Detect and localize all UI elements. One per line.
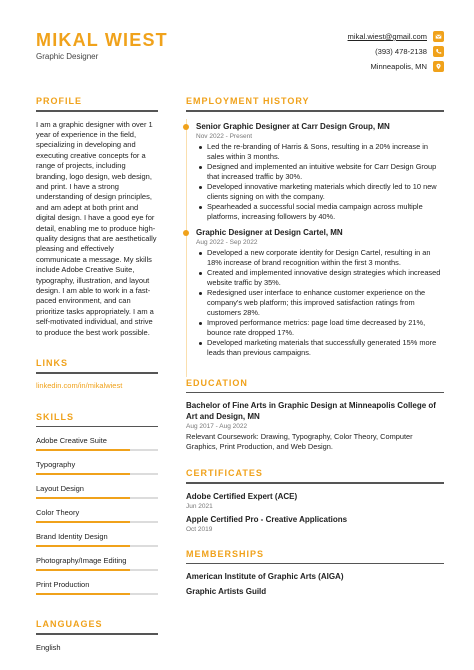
membership-item: Graphic Artists Guild bbox=[186, 587, 267, 596]
skill-level-fill bbox=[36, 569, 130, 571]
memberships-heading: MEMBERSHIPS bbox=[186, 548, 265, 559]
phone-text: (393) 478-2138 bbox=[375, 47, 427, 56]
languages-heading: LANGUAGES bbox=[36, 619, 103, 630]
job-bullet: Led the re-branding of Harris & Sons, resulting in a 20% increase in sales within 3 months. bbox=[196, 142, 444, 162]
skill-level-fill bbox=[36, 473, 130, 475]
skill-item bbox=[36, 436, 158, 451]
membership-item: American Institute of Graphic Arts (AIGA) bbox=[186, 572, 344, 581]
links-heading: LINKS bbox=[36, 358, 68, 369]
skill-label: Photography/Image Editing bbox=[36, 556, 127, 566]
certificate-item bbox=[186, 492, 444, 510]
skill-item bbox=[36, 532, 158, 547]
job-bullet: Spearheaded a successful social media campaign across multiple platforms, increasing followers by 40%. bbox=[196, 202, 444, 222]
divider bbox=[36, 633, 158, 635]
skills-heading: SKILLS bbox=[36, 411, 75, 422]
job-bullets bbox=[196, 142, 444, 222]
left-column bbox=[36, 96, 158, 652]
job-title: Graphic Designer bbox=[36, 52, 99, 61]
education-date: Aug 2017 - Aug 2022 bbox=[186, 423, 248, 430]
skill-level-bar bbox=[36, 497, 158, 499]
job-bullet: Redesigned user interface to enhance customer experience on the company's web platform; this improved satisfaction ratings from customers 28%. bbox=[196, 288, 444, 318]
education-title: Bachelor of Fine Arts in Graphic Design at Minneapolis College of Art and Design, MN bbox=[186, 401, 436, 421]
skill-level-fill bbox=[36, 521, 130, 523]
skill-label: Typography bbox=[36, 460, 76, 470]
job-bullet: Developed a new corporate identity for Design Cartel, resulting in an 18% increase of brand recognition within the first 3 months. bbox=[196, 248, 444, 268]
certificate-title: Adobe Certified Expert (ACE) bbox=[186, 491, 298, 501]
job-entry bbox=[186, 122, 444, 222]
skills-list bbox=[36, 436, 158, 595]
job-bullet: Improved performance metrics: page load time decreased by 21%, bounce rate dropped 17%. bbox=[196, 318, 444, 338]
certificate-date: Jun 2021 bbox=[186, 502, 213, 510]
certificates-heading: CERTIFICATES bbox=[186, 468, 263, 478]
certificate-item bbox=[186, 515, 444, 533]
job-entry-title: Graphic Designer at Design Cartel, MN bbox=[196, 227, 343, 237]
contact-location-row bbox=[284, 60, 444, 73]
job-entry bbox=[186, 228, 444, 358]
job-bullet: Developed marketing materials that successfully generated 15% more leads than previous campaigns. bbox=[196, 338, 444, 358]
timeline-dot bbox=[183, 124, 189, 130]
job-entry-title: Senior Graphic Designer at Carr Design Group, MN bbox=[196, 121, 390, 131]
skill-level-bar bbox=[36, 449, 158, 451]
language-item: English bbox=[36, 642, 61, 652]
skill-label: Adobe Creative Suite bbox=[36, 436, 107, 446]
skill-label: Layout Design bbox=[36, 484, 84, 494]
divider bbox=[186, 110, 444, 112]
timeline-dot bbox=[183, 230, 189, 236]
job-bullets bbox=[196, 248, 444, 358]
divider bbox=[36, 426, 158, 428]
contact-block bbox=[284, 30, 444, 75]
skill-level-fill bbox=[36, 497, 130, 499]
mail-icon bbox=[433, 31, 444, 42]
profile-text: I am a graphic designer with over 1 year of experience in the field, specializing in developing and executing creative concepts for a range of projects, including branding, logo design, web design, and print. I have a strong understanding of design principles, and am adept at both print and digital design. I have a good eye for detail, enabling me to produce high-quality designs that are aesthetically pleasing and effectively communicate a message. My skills include Adobe Creative Suite, typography, illustration, and layout design. I am able to work in a fast-paced environment, and can prioritize tasks appropriately. I am a self-motivated individual, and strive to produce the best work possible. bbox=[36, 119, 157, 337]
resume-header bbox=[36, 30, 168, 61]
skill-level-fill bbox=[36, 593, 130, 595]
job-entry-date: Aug 2022 - Sep 2022 bbox=[196, 238, 258, 246]
right-column bbox=[186, 96, 444, 596]
skill-label: Color Theory bbox=[36, 508, 80, 518]
email-link[interactable]: mikal.wiest@gmail.com bbox=[347, 32, 427, 41]
skill-label: Brand Identity Design bbox=[36, 532, 108, 542]
skill-item bbox=[36, 580, 158, 595]
linkedin-link[interactable]: linkedin.com/in/mikalwiest bbox=[36, 380, 123, 390]
education-description: Relevant Coursework: Drawing, Typography, Color Theory, Computer Graphics, Print Production, and Web Design. bbox=[186, 432, 413, 451]
profile-heading: PROFILE bbox=[36, 96, 83, 106]
divider bbox=[36, 110, 158, 112]
divider bbox=[186, 563, 444, 565]
skill-item bbox=[36, 460, 158, 475]
employment-heading: EMPLOYMENT HISTORY bbox=[186, 96, 310, 106]
skill-level-fill bbox=[36, 449, 130, 451]
job-entry-date: Nov 2022 - Present bbox=[196, 132, 253, 140]
location-icon bbox=[433, 61, 444, 72]
skill-level-fill bbox=[36, 545, 130, 547]
certificate-title: Apple Certified Pro - Creative Applications bbox=[186, 514, 348, 524]
job-bullet: Developed innovative marketing materials which directly led to 10 new clients signing on with the company. bbox=[196, 182, 444, 202]
job-bullet: Created and implemented innovative design strategies which increased website traffic by 35%. bbox=[196, 268, 444, 288]
certificate-date: Oct 2019 bbox=[186, 525, 213, 533]
skill-level-bar bbox=[36, 593, 158, 595]
skill-level-bar bbox=[36, 545, 158, 547]
skill-level-bar bbox=[36, 521, 158, 523]
phone-icon bbox=[433, 46, 444, 57]
divider bbox=[36, 372, 158, 374]
skill-item bbox=[36, 484, 158, 499]
education-heading: EDUCATION bbox=[186, 377, 248, 388]
skill-item bbox=[36, 508, 158, 523]
skill-level-bar bbox=[36, 569, 158, 571]
skill-label: Print Production bbox=[36, 580, 90, 590]
candidate-name: MIKAL WIEST bbox=[36, 30, 168, 50]
divider bbox=[186, 482, 444, 484]
contact-email-row[interactable] bbox=[284, 30, 444, 43]
skill-item bbox=[36, 556, 158, 571]
location-text: Minneapolis, MN bbox=[370, 62, 427, 71]
contact-phone-row bbox=[284, 45, 444, 58]
job-bullet: Designed and implemented an intuitive website for Carr Design Group that increased traffic by 30%. bbox=[196, 162, 444, 182]
divider bbox=[186, 392, 444, 394]
skill-level-bar bbox=[36, 473, 158, 475]
